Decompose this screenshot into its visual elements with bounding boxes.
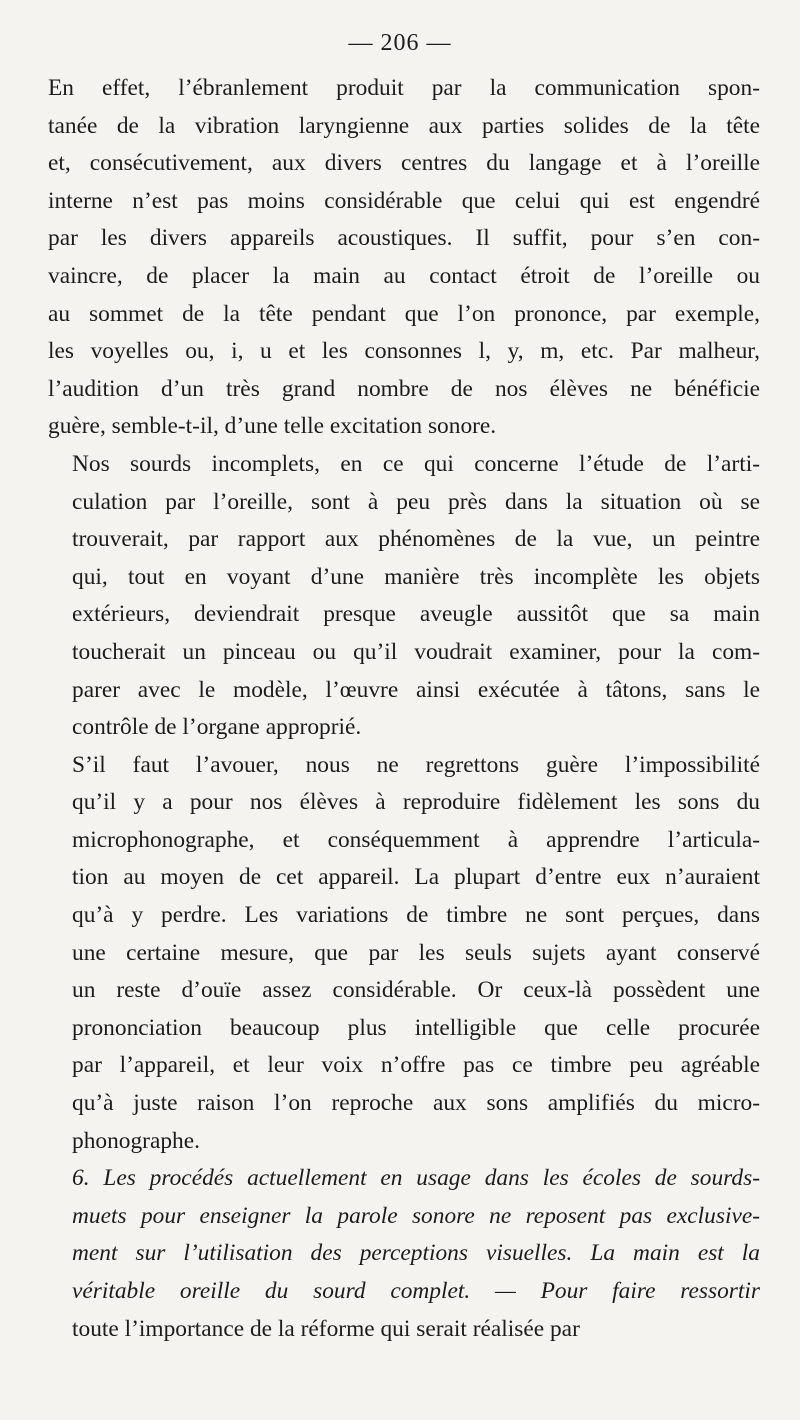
text-line: phonographe. [72, 1127, 200, 1154]
text-line: vaincre, de placer la main au contact étroit de l’oreille ou [48, 262, 760, 289]
text-line: toute l’importance de la réforme qui serait réalisée par [72, 1315, 580, 1342]
text-line: muets pour enseigner la parole sonore ne reposent pas exclusive- [72, 1202, 760, 1229]
text-line: au sommet de la tête pendant que l’on prononce, par exemple, [48, 300, 760, 327]
paragraph [48, 747, 760, 1161]
text-line: par l’appareil, et leur voix n’offre pas ce timbre peu agréable [72, 1052, 760, 1079]
text-line: les voyelles ou, i, u et les consonnes l, y, m, etc. Par malheur, [48, 338, 760, 365]
text-line: En effet, l’ébranlement produit par la communication spon- [48, 75, 760, 101]
text-line: contrôle de l’organe approprié. [72, 714, 362, 741]
text-line: prononciation beaucoup plus intelligible que celle procurée [72, 1014, 760, 1041]
text-line: par les divers appareils acoustiques. Il suffit, pour s’en con- [48, 225, 760, 252]
text-line: une certaine mesure, que par les seuls sujets ayant conservé [72, 939, 760, 966]
text-line: un reste d’ouïe assez considérable. Or ceux-là possèdent une [72, 977, 760, 1004]
text-line: culation par l’oreille, sont à peu près dans la situation où se [72, 488, 760, 515]
paragraph [48, 1160, 760, 1348]
text-line: extérieurs, deviendrait presque aveugle aussitôt que sa main [72, 601, 760, 628]
text-line: qu’il y a pour nos élèves à reproduire fidèlement les sons du [72, 789, 760, 816]
text-line: parer avec le modèle, l’œuvre ainsi exécutée à tâtons, sans le [72, 676, 760, 703]
paragraph [48, 446, 760, 747]
text-line: qu’à juste raison l’on reproche aux sons amplifiés du micro- [72, 1090, 760, 1117]
text-line: guère, semble-t-il, d’une telle excitation sonore. [48, 413, 497, 440]
text-line: tion au moyen de cet appareil. La plupart d’entre eux n’auraient [72, 864, 760, 891]
text-line: toucherait un pinceau ou qu’il voudrait examiner, pour la com- [72, 638, 760, 665]
text-line: trouverait, par rapport aux phénomènes de la vue, un peintre [72, 526, 760, 553]
text-line: tanée de la vibration laryngienne aux parties solides de la tête [48, 112, 760, 139]
text-line: et, consécutivement, aux divers centres du langage et à l’oreille [48, 150, 760, 177]
text-line: Nos sourds incomplets, en ce qui concerne l’étude de l’arti- [72, 450, 760, 477]
text-line: S’il faut l’avouer, nous ne regrettons guère l’impossibilité [72, 751, 760, 778]
text-line: l’audition d’un très grand nombre de nos élèves ne bénéficie [48, 375, 760, 402]
text-line: ment sur l’utilisation des perceptions visuelles. La main est la [72, 1240, 760, 1267]
page-number: — 206 — [348, 30, 452, 56]
paragraph [48, 70, 760, 446]
text-line: 6. Les procédés actuellement en usage dans les écoles de sourds- [72, 1165, 760, 1192]
text-line: véritable oreille du sourd complet. — Pour faire ressortir [72, 1278, 760, 1304]
text-line: qu’à y perdre. Les variations de timbre ne sont perçues, dans [72, 902, 760, 929]
text-line: microphonographe, et conséquemment à apprendre l’articula- [72, 826, 760, 853]
body-text [48, 70, 760, 1348]
text-line: qui, tout en voyant d’une manière très incomplète les objets [72, 563, 760, 590]
text-line: interne n’est pas moins considérable que celui qui est engendré [48, 187, 760, 214]
